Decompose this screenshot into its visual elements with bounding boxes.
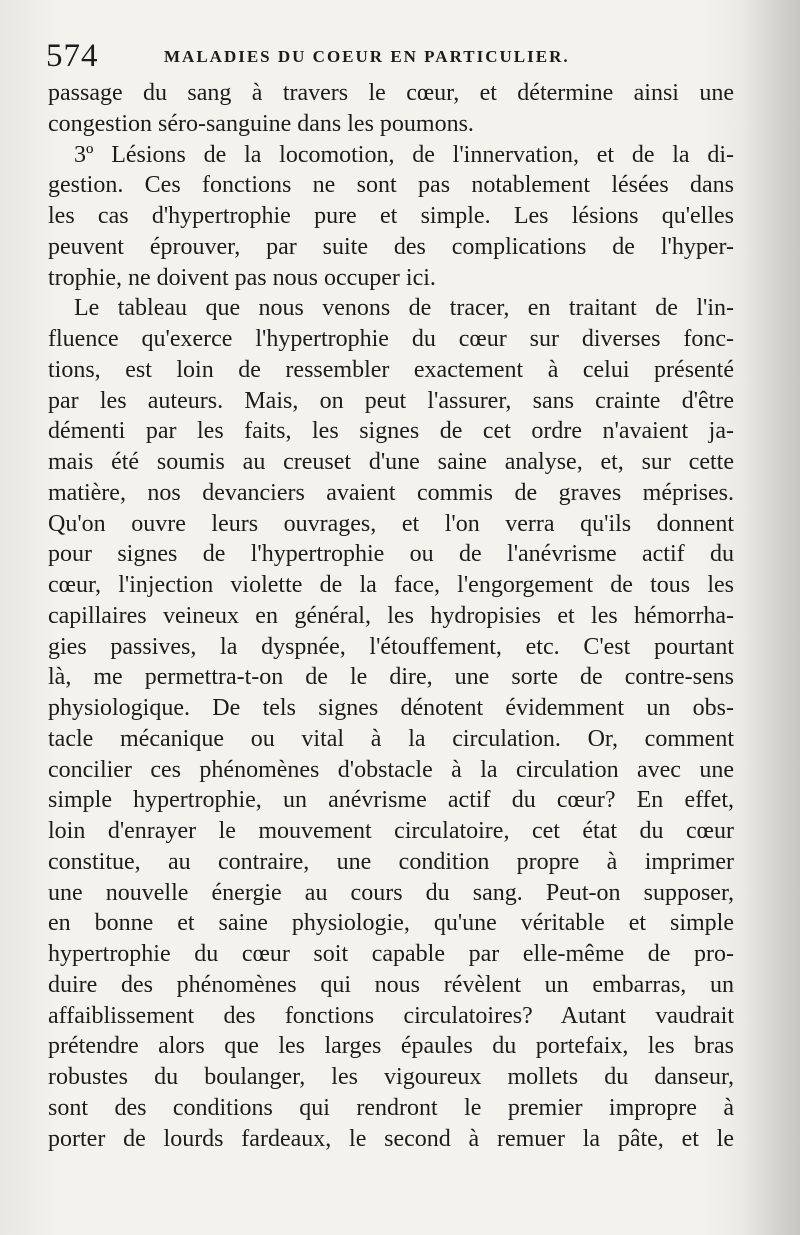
text-line: gies passives, la dyspnée, l'étouffement, etc. C'est pourtant	[48, 633, 734, 660]
text-line: affaiblissement des fonctions circulatoires? Autant vaudrait	[48, 1002, 734, 1029]
text-line: loin d'enrayer le mouvement circulatoire, cet état du cœur	[48, 818, 734, 844]
text-line: robustes du boulanger, les vigoureux mollets du danseur,	[48, 1064, 734, 1090]
text-line: simple hypertrophie, un anévrisme actif du cœur? En effet,	[48, 787, 734, 814]
running-title: MALADIES DU COEUR EN PARTICULIER.	[164, 47, 570, 66]
text-line: là, me permettra-t-on de le dire, une sorte de contre-sens	[48, 664, 734, 691]
body-text	[48, 78, 734, 1154]
page-edge-shadow	[740, 0, 800, 1235]
text-line: tacle mécanique ou vital à la circulation. Or, comment	[48, 725, 734, 752]
text-line: porter de lourds fardeaux, le second à remuer la pâte, et le	[48, 1125, 734, 1152]
running-head	[46, 34, 736, 78]
text-line: congestion séro-sanguine dans les poumons.	[48, 110, 474, 137]
text-line: tions, est loin de ressembler exactement à celui présenté	[48, 356, 734, 383]
text-line: trophie, ne doivent pas nous occuper ici.	[48, 264, 436, 291]
text-line: démenti par les faits, les signes de cet ordre n'avaient ja-	[48, 418, 734, 445]
text-line: gestion. Ces fonctions ne sont pas notablement lésées dans	[48, 172, 734, 199]
text-line: en bonne et saine physiologie, qu'une véritable et simple	[48, 910, 734, 937]
text-line: prétendre alors que les larges épaules du portefaix, les bras	[48, 1033, 734, 1060]
text-line: 3º Lésions de la locomotion, de l'innervation, et de la di-	[74, 141, 734, 168]
text-line: capillaires veineux en général, les hydropisies et les hémorrha-	[48, 602, 734, 629]
text-line: mais été soumis au creuset d'une saine analyse, et, sur cette	[48, 449, 734, 475]
text-line: une nouvelle énergie au cours du sang. Peut-on supposer,	[48, 879, 734, 906]
text-line: matière, nos devanciers avaient commis de graves méprises.	[48, 479, 734, 506]
text-line: passage du sang à travers le cœur, et détermine ainsi une	[48, 80, 734, 106]
text-line: par les auteurs. Mais, on peut l'assurer, sans crainte d'être	[48, 387, 734, 414]
text-line: hypertrophie du cœur soit capable par elle-même de pro-	[48, 941, 734, 967]
text-line: Le tableau que nous venons de tracer, en traitant de l'in-	[74, 295, 734, 322]
text-line: cœur, l'injection violette de la face, l'engorgement de tous les	[48, 572, 734, 598]
text-line: concilier ces phénomènes d'obstacle à la circulation avec une	[48, 756, 734, 783]
page-number: 574	[46, 38, 99, 74]
text-line: duire des phénomènes qui nous révèlent un embarras, un	[48, 971, 734, 998]
text-line: peuvent éprouver, par suite des complications de l'hyper-	[48, 233, 734, 260]
text-line: sont des conditions qui rendront le premier impropre à	[48, 1094, 734, 1121]
text-line: pour signes de l'hypertrophie ou de l'anévrisme actif du	[48, 541, 734, 568]
text-line: les cas d'hypertrophie pure et simple. Les lésions qu'elles	[48, 203, 734, 229]
text-line: physiologique. De tels signes dénotent évidemment un obs-	[48, 695, 734, 721]
text-line: fluence qu'exerce l'hypertrophie du cœur sur diverses fonc-	[48, 326, 734, 352]
text-line: constitue, au contraire, une condition propre à imprimer	[48, 848, 734, 875]
text-line: Qu'on ouvre leurs ouvrages, et l'on verra qu'ils donnent	[48, 510, 734, 537]
